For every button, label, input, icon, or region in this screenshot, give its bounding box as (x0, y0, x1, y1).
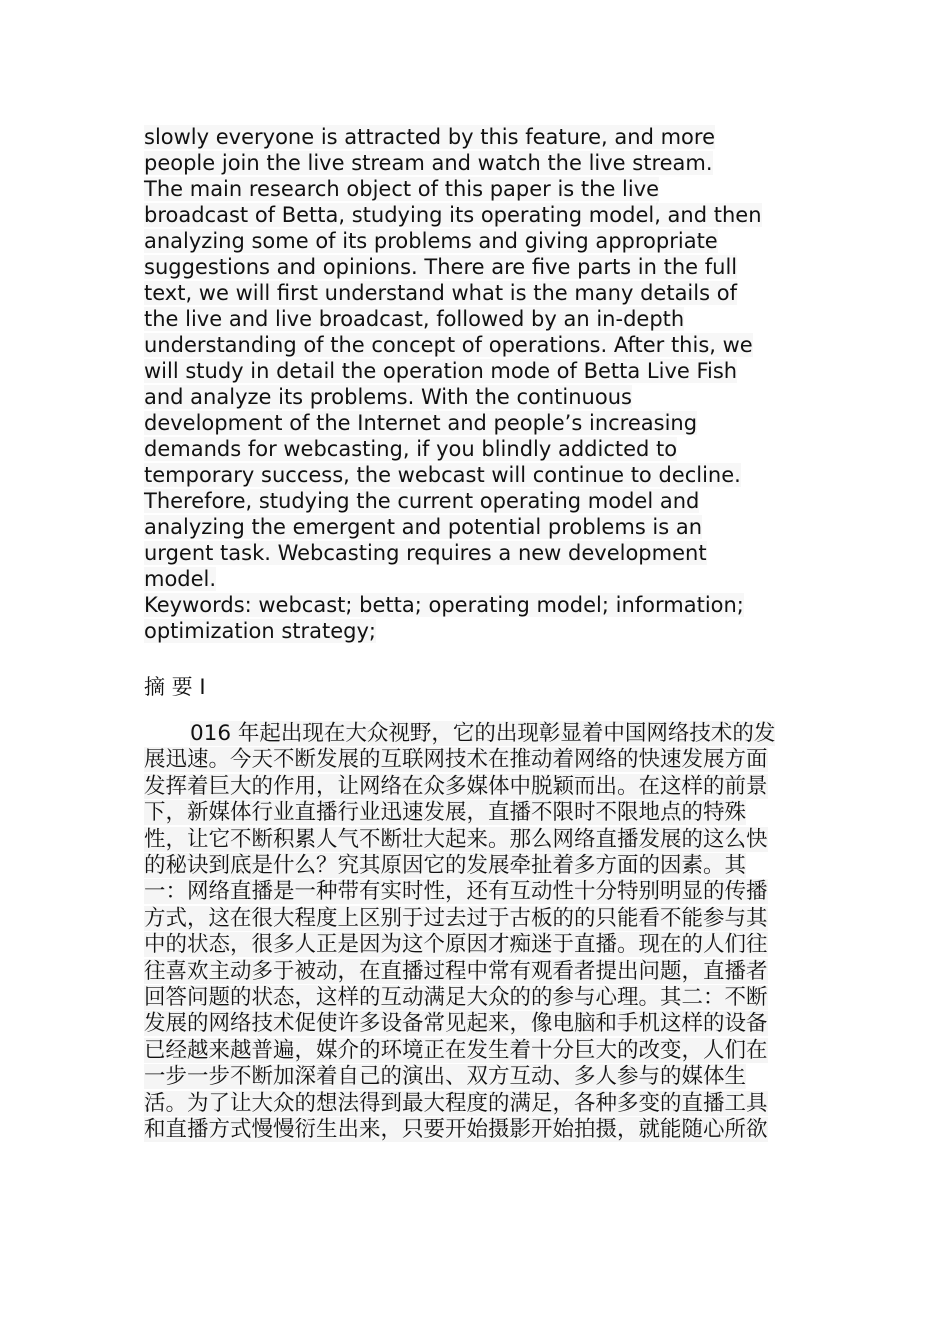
english-abstract-line: model. (144, 567, 217, 591)
chinese-abstract-line: 已经越来越普遍，媒介的环境正在发生着十分巨大的改变，人们在 (144, 1037, 768, 1063)
english-abstract-line: understanding of the concept of operations. After this, we (144, 333, 753, 357)
chinese-abstract-line: 活。为了让大众的想法得到最大程度的满足，各种多变的直播工具 (144, 1090, 768, 1116)
chinese-abstract-line: 和直播方式慢慢衍生出来，只要开始摄影开始拍摄，就能随心所欲 (144, 1117, 768, 1143)
chinese-abstract-line: 016 年起出现在大众视野，它的出现彰显着中国网络技术的发 (190, 721, 776, 746)
chinese-abstract-line: 发展的网络技术促使许多设备常见起来，像电脑和手机这样的设备 (144, 1011, 768, 1037)
english-abstract-line: the live and live broadcast, followed by an in-depth (144, 307, 685, 331)
chinese-abstract-line: 一步一步不断加深着自己的演出、双方互动、多人参与的媒体生 (144, 1064, 747, 1090)
chinese-abstract-line: 展迅速。今天不断发展的互联网技术在推动着网络的快速发展方面 (144, 747, 768, 773)
chinese-abstract-line: 性，让它不断积累人气不断壮大起来。那么网络直播发展的这么快 (144, 826, 768, 852)
keywords-line: optimization strategy; (144, 619, 376, 643)
english-abstract-line: analyzing some of its problems and giving appropriate (144, 229, 718, 253)
chinese-abstract-line: 往喜欢主动多于被动，在直播过程中常有观看者提出问题，直播者 (144, 958, 768, 984)
keywords-line: Keywords: webcast; betta; operating model; information; (144, 593, 744, 617)
english-abstract-line: text, we will first understand what is the many details of (144, 281, 737, 305)
page-content (144, 124, 814, 1144)
chinese-abstract (144, 721, 814, 1144)
english-abstract-line: suggestions and opinions. There are five parts in the full (144, 255, 738, 279)
english-abstract-line: and analyze its problems. With the continuous (144, 385, 632, 409)
chinese-abstract-line: 的秘诀到底是什么？究其原因它的发展牵扯着多方面的因素。其 (144, 853, 747, 879)
chinese-abstract-line: 下，新媒体行业直播行业迅速发展，直播不限时不限地点的特殊 (144, 800, 747, 826)
english-abstract-line: development of the Internet and people’s increasing (144, 411, 698, 435)
english-abstract-line: demands for webcasting, if you blindly addicted to (144, 437, 678, 461)
english-abstract-line: urgent task. Webcasting requires a new development (144, 541, 707, 565)
english-abstract-line: The main research object of this paper is the live (144, 177, 660, 201)
english-abstract-line: Therefore, studying the current operating model and (144, 489, 700, 513)
english-abstract-line: slowly everyone is attracted by this feature, and more (144, 125, 715, 149)
chinese-abstract-line: 发挥着巨大的作用，让网络在众多媒体中脱颖而出。在这样的前景 (144, 773, 768, 799)
chinese-abstract-heading: 摘 要 I (144, 675, 206, 699)
english-abstract-line: temporary success, the webcast will continue to decline. (144, 463, 741, 487)
english-abstract (144, 124, 814, 644)
chinese-abstract-line: 回答问题的状态，这样的互动满足大众的的参与心理。其二：不断 (144, 985, 768, 1011)
chinese-abstract-line: 方式，这在很大程度上区别于过去过于古板的的只能看不能参与其 (144, 905, 768, 931)
english-abstract-line: broadcast of Betta, studying its operating model, and then (144, 203, 762, 227)
chinese-abstract-line: 一：网络直播是一种带有实时性，还有互动性十分特别明显的传播 (144, 879, 768, 905)
chinese-abstract-line: 中的状态，很多人正是因为这个原因才痴迷于直播。现在的人们往 (144, 932, 768, 958)
english-abstract-line: people join the live stream and watch the live stream. (144, 151, 713, 175)
english-abstract-line: will study in detail the operation mode of Betta Live Fish (144, 359, 738, 383)
english-abstract-line: analyzing the emergent and potential problems is an (144, 515, 703, 539)
